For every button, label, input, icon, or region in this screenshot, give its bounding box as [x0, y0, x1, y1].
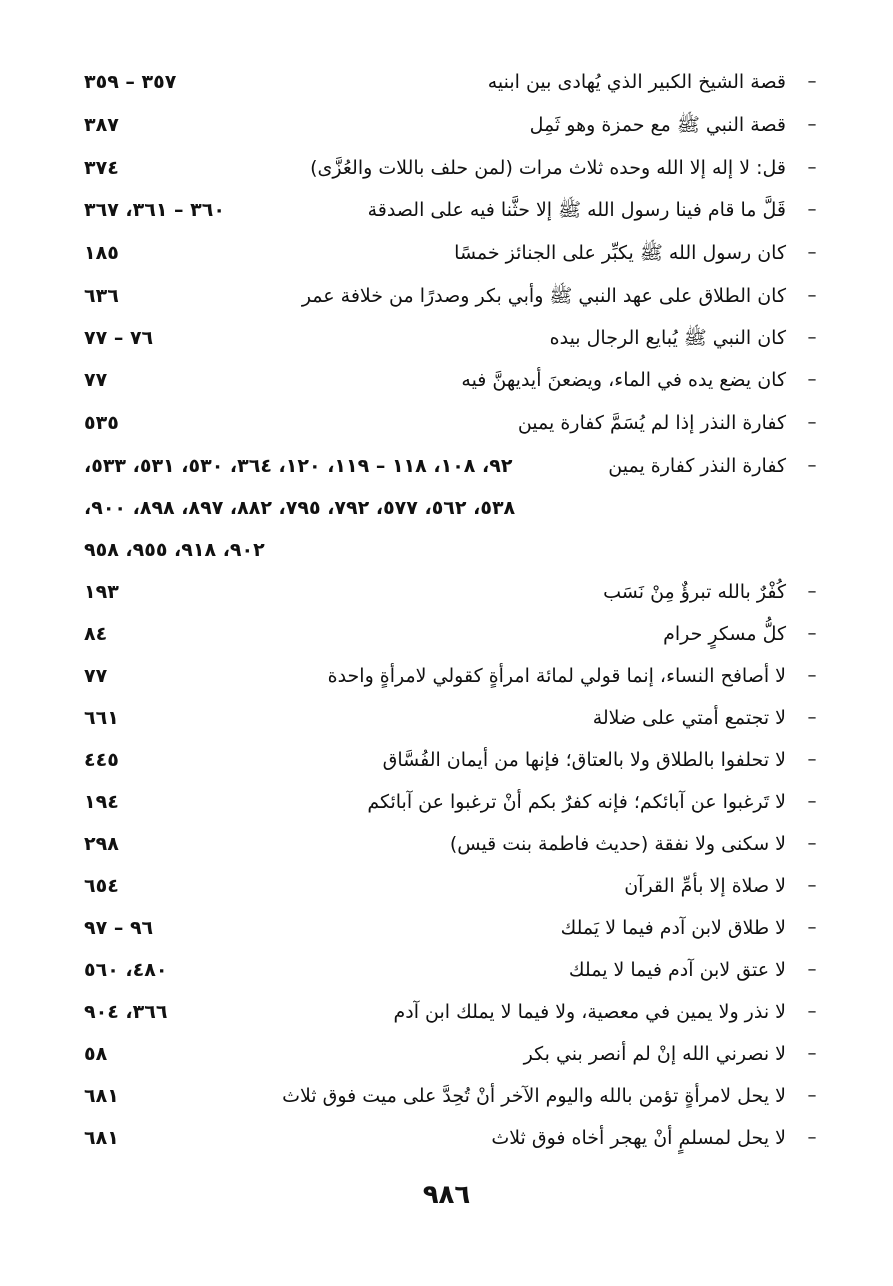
index-entry [84, 784, 824, 820]
list-dash: – [807, 917, 817, 938]
list-dash: – [807, 791, 817, 812]
index-entry [84, 868, 824, 904]
entry-pages: ٣٦٦، ٩٠٤ [84, 1001, 168, 1023]
entry-pages: ٥٨ [84, 1043, 108, 1065]
list-dash: – [807, 242, 817, 263]
list-dash: – [807, 455, 817, 476]
index-entry [84, 192, 824, 228]
list-dash: – [807, 959, 817, 980]
index-entry [84, 952, 824, 988]
entry-pages: ٨٤ [84, 623, 108, 645]
entry-text: لا طلاق لابن آدم فيما لا يَملك [560, 917, 786, 939]
entry-pages: ٧٧ [84, 665, 108, 687]
entry-pages: ٥٣٥ [84, 412, 119, 434]
list-dash: – [807, 114, 817, 135]
entry-pages: ٦٣٦ [84, 285, 119, 307]
list-dash: – [807, 412, 817, 433]
list-dash: – [807, 369, 817, 390]
entry-text: قل: لا إله إلا الله وحده ثلاث مرات (لمن حلف باللات والعُزَّى) [310, 157, 786, 179]
index-entry [84, 64, 824, 100]
index-entry [84, 405, 824, 441]
list-dash: – [807, 1001, 817, 1022]
list-dash: – [807, 199, 817, 220]
list-dash: – [807, 875, 817, 896]
entry-pages: ٣٥٧ – ٣٥٩ [84, 71, 177, 93]
index-entry [84, 826, 824, 862]
index-entry [84, 235, 824, 271]
entry-pages: ١٩٤ [84, 791, 119, 813]
index-entry [84, 910, 824, 946]
index-entry [84, 150, 824, 186]
entry-text: قصة الشيخ الكبير الذي يُهادى بين ابنيه [487, 71, 786, 93]
entry-text: قصة النبي ﷺ مع حمزة وهو ثَمِل [529, 114, 786, 136]
list-dash: – [807, 707, 817, 728]
entry-text: لا يحل لمسلمٍ أنْ يهجر أخاه فوق ثلاث [491, 1127, 786, 1149]
entry-text: لا نذر ولا يمين في معصية، ولا فيما لا يملك ابن آدم [393, 1001, 786, 1023]
list-dash: – [807, 581, 817, 602]
entry-text: كان رسول الله ﷺ يكبِّر على الجنائز خمسًا [454, 242, 786, 264]
entry-text: لا نصرني الله إنْ لم أنصر بني بكر [523, 1043, 786, 1065]
entry-text: لا عتق لابن آدم فيما لا يملك [568, 959, 786, 981]
entry-pages: ٥٣٨، ٥٦٢، ٥٧٧، ٧٩٢، ٧٩٥، ٨٨٢، ٨٩٧، ٨٩٨، ٩٠٠، [84, 497, 516, 519]
index-entry [84, 320, 824, 356]
list-dash: – [807, 71, 817, 92]
entry-pages: ٤٨٠، ٥٦٠ [84, 959, 168, 981]
index-entry [84, 574, 824, 610]
list-dash: – [807, 1127, 817, 1148]
entry-text: لا تجتمع أمتي على ضلالة [592, 707, 786, 729]
entry-text: كان النبي ﷺ يُبايع الرجال بيده [549, 327, 786, 349]
page-number: ٩٨٦ [422, 1180, 471, 1210]
entry-pages: ٧٦ – ٧٧ [84, 327, 154, 349]
entry-text: لا أصافح النساء، إنما قولي لمائة امرأةٍ كقولي لامرأةٍ واحدة [327, 665, 786, 687]
entry-pages: ٩٦ – ٩٧ [84, 917, 154, 939]
entry-text: كلُّ مسكرٍ حرام [663, 623, 786, 645]
entry-text: كان الطلاق على عهد النبي ﷺ وأبي بكر وصدرًا من خلافة عمر [301, 285, 786, 307]
list-dash: – [807, 285, 817, 306]
entry-pages: ٦٨١ [84, 1127, 119, 1149]
entry-pages: ٤٤٥ [84, 749, 119, 771]
entry-pages: ٩٢، ١٠٨، ١١٨ – ١١٩، ١٢٠، ٣٦٤، ٥٣٠، ٥٣١، ٥٣٣، [84, 455, 513, 477]
entry-pages: ٣٦٠ – ٣٦١، ٣٦٧ [84, 199, 225, 221]
entry-pages: ١٩٣ [84, 581, 119, 603]
entry-text: كفارة النذر كفارة يمين [608, 455, 786, 477]
index-entry [84, 1078, 824, 1114]
entry-text: كان يضع يده في الماء، ويضعنَ أيديهنَّ فيه [461, 369, 786, 391]
index-entry [84, 1120, 824, 1156]
entry-text: لا تحلفوا بالطلاق ولا بالعتاق؛ فإنها من أيمان الفُسَّاق [382, 749, 786, 771]
entry-pages: ٦٨١ [84, 1085, 119, 1107]
list-dash: – [807, 157, 817, 178]
index-entry-continuation [84, 532, 824, 568]
entry-text: لا سكنى ولا نفقة (حديث فاطمة بنت قيس) [449, 833, 786, 855]
list-dash: – [807, 1085, 817, 1106]
list-dash: – [807, 833, 817, 854]
index-entry [84, 278, 824, 314]
list-dash: – [807, 665, 817, 686]
list-dash: – [807, 749, 817, 770]
entry-text: قَلَّ ما قام فينا رسول الله ﷺ إلا حثَّنا فيه على الصدقة [367, 199, 786, 221]
entry-text: كفارة النذر إذا لم يُسَمَّ كفارة يمين [517, 412, 786, 434]
entry-pages: ٩٠٢، ٩١٨، ٩٥٥، ٩٥٨ [84, 539, 265, 561]
entry-pages: ٦٦١ [84, 707, 119, 729]
entry-pages: ٣٨٧ [84, 114, 119, 136]
index-entry [84, 742, 824, 778]
index-entry [84, 362, 824, 398]
entry-pages: ٢٩٨ [84, 833, 119, 855]
entry-text: لا صلاة إلا بأمِّ القرآن [624, 875, 786, 897]
index-entry [84, 700, 824, 736]
index-entry [84, 994, 824, 1030]
index-entry [84, 107, 824, 143]
list-dash: – [807, 327, 817, 348]
entry-text: لا تَرغبوا عن آبائكم؛ فإنه كفرٌ بكم أنْ ترغبوا عن آبائكم [367, 791, 786, 813]
entry-pages: ١٨٥ [84, 242, 119, 264]
index-entry [84, 658, 824, 694]
list-dash: – [807, 1043, 817, 1064]
index-entry [84, 616, 824, 652]
entry-pages: ٧٧ [84, 369, 108, 391]
entry-pages: ٦٥٤ [84, 875, 119, 897]
index-entry-continuation [84, 490, 824, 526]
entry-text: لا يحل لامرأةٍ تؤمن بالله واليوم الآخر أنْ تُحِدَّ على ميت فوق ثلاث [282, 1085, 786, 1107]
index-entry [84, 448, 824, 484]
index-entry [84, 1036, 824, 1072]
entry-pages: ٣٧٤ [84, 157, 119, 179]
entry-text: كُفْرٌ بالله تبرؤٌ مِنْ نَسَب [603, 581, 786, 603]
list-dash: – [807, 623, 817, 644]
